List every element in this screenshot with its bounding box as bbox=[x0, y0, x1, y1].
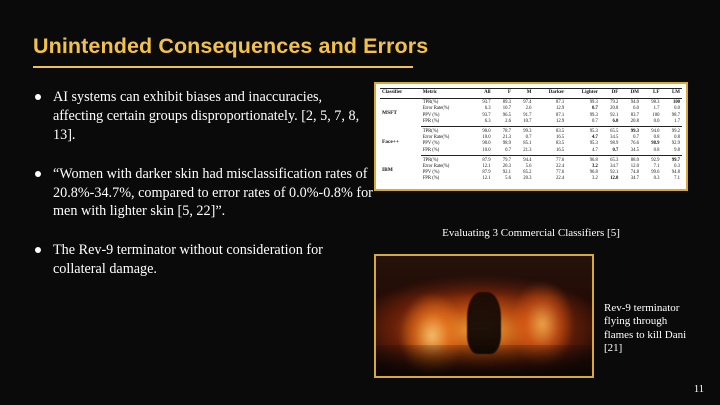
metric-name: TPR(%) bbox=[422, 100, 439, 106]
table-cell: 89.3 bbox=[502, 100, 511, 106]
table-cell: 10.7 bbox=[513, 119, 533, 127]
metric-name: TPR(%) bbox=[422, 157, 439, 163]
table-cell: 99.2 bbox=[671, 128, 680, 134]
table-cell: 22.4 bbox=[556, 163, 565, 169]
table-row bbox=[380, 113, 682, 119]
table-cell: 92.1 bbox=[610, 112, 619, 118]
table-cell: 99.6 bbox=[651, 170, 660, 176]
table-cell: 5.6 bbox=[525, 163, 532, 169]
table-cell: 0.7 bbox=[633, 135, 639, 141]
table-cell: 34.5 bbox=[610, 135, 619, 141]
table-cell: 94.0 bbox=[651, 128, 660, 134]
table-header-row bbox=[380, 89, 682, 99]
table-cell: 87.9 bbox=[482, 170, 491, 176]
table-cell: 4.7 bbox=[592, 135, 598, 141]
table-cell: 94.4 bbox=[523, 157, 532, 163]
classifier-name: Face++ bbox=[382, 138, 399, 145]
table-row bbox=[380, 106, 682, 112]
table-cell: 98.3 bbox=[651, 100, 660, 106]
table-cell: 92.9 bbox=[671, 141, 680, 147]
bullet-text: AI systems can exhibit biases and inaccuracies, affecting certain groups disproportionately. [2, 5, 7, 8, 13]. bbox=[53, 89, 360, 143]
table-cell: 87.1 bbox=[556, 100, 565, 106]
table-cell: 3.2 bbox=[592, 163, 598, 169]
table-cell: 6.0 bbox=[633, 106, 639, 112]
table-col-header: Metric bbox=[421, 89, 472, 99]
table-cell: 77.6 bbox=[556, 170, 565, 176]
table-cell: 90.0 bbox=[482, 128, 491, 134]
table-cell: 93.7 bbox=[482, 112, 491, 118]
table-cell: 0.7 bbox=[566, 119, 600, 127]
table-cell: 12.9 bbox=[533, 119, 566, 127]
table-cell: 98.9 bbox=[651, 141, 660, 147]
table-cell: 20.3 bbox=[523, 176, 532, 182]
table-cell: 83.5 bbox=[556, 128, 565, 134]
table-cell: 90.0 bbox=[482, 141, 491, 147]
table-cell: 98.9 bbox=[502, 141, 511, 147]
bullet-dot-icon bbox=[35, 94, 41, 100]
table-cell: 92.1 bbox=[502, 170, 511, 176]
table-caption: Evaluating 3 Commercial Classifiers [5] bbox=[442, 227, 620, 239]
table-col-header: Lighter bbox=[566, 89, 600, 99]
list-item bbox=[33, 241, 373, 279]
table-row bbox=[380, 156, 682, 164]
table-cell: 99.3 bbox=[523, 128, 532, 134]
page-title: Unintended Consequences and Errors bbox=[33, 34, 429, 58]
bullet-text: “Women with darker skin had misclassification rates of 20.8%-34.7%, compared to error rates of 0.0%-0.8% for men with lighter skin [5, 22]”. bbox=[53, 165, 373, 220]
table-cell: 0.7 bbox=[600, 148, 620, 156]
table-cell: 65.3 bbox=[610, 157, 619, 163]
bullet-text: The Rev-9 terminator without consideration for collateral damage. bbox=[53, 242, 323, 278]
table-col-header: LM bbox=[661, 89, 682, 99]
table-cell: 0.7 bbox=[525, 135, 532, 141]
table-cell: 34.7 bbox=[630, 176, 639, 182]
table-cell: 95.3 bbox=[589, 141, 598, 147]
table-row bbox=[380, 176, 682, 183]
table-cell: 10.7 bbox=[502, 106, 511, 112]
table-cell: 83.7 bbox=[630, 112, 639, 118]
table-cell: 99.7 bbox=[671, 157, 680, 163]
classifier-name: IBM bbox=[382, 166, 393, 173]
title-underline bbox=[33, 66, 413, 68]
metric-name: FPR (%) bbox=[422, 176, 440, 182]
table-cell: 10.0 bbox=[472, 148, 492, 156]
table-cell: 78.7 bbox=[502, 128, 511, 134]
table-cell: 99.3 bbox=[630, 128, 639, 134]
table-cell: 85.1 bbox=[523, 141, 532, 147]
table-cell: 2.6 bbox=[525, 106, 532, 112]
table-cell: 94.0 bbox=[630, 100, 639, 106]
ground-layer bbox=[376, 345, 592, 376]
table-cell: 21.3 bbox=[513, 148, 533, 156]
table-cell: 4.7 bbox=[566, 148, 600, 156]
table-cell: 6.3 bbox=[472, 119, 492, 127]
table-col-header: Classifier bbox=[380, 89, 421, 99]
table-cell: 22.4 bbox=[556, 176, 565, 182]
table-cell: 0.0 bbox=[674, 106, 680, 112]
table-cell: 77.6 bbox=[556, 157, 565, 163]
table-cell: 91.7 bbox=[523, 112, 532, 118]
table-cell: 92.1 bbox=[610, 170, 619, 176]
table-cell: 100 bbox=[672, 100, 680, 106]
table-row bbox=[380, 119, 682, 127]
table-cell: 6.3 bbox=[484, 106, 491, 112]
table-cell: 2.6 bbox=[493, 119, 513, 127]
table-body bbox=[380, 98, 682, 183]
table-cell: 65.5 bbox=[610, 128, 619, 134]
table-cell: 99.3 bbox=[589, 112, 598, 118]
table-cell: 88.0 bbox=[630, 157, 639, 163]
bullet-dot-icon bbox=[35, 247, 41, 253]
table-cell: 94.8 bbox=[671, 170, 680, 176]
page-number: 11 bbox=[693, 384, 704, 395]
table-cell: 0.3 bbox=[674, 163, 680, 169]
table-cell: 7.1 bbox=[674, 176, 680, 182]
table-cell: 20.8 bbox=[610, 106, 619, 112]
table-cell: 93.7 bbox=[482, 100, 491, 106]
table-cell: 20.3 bbox=[502, 163, 511, 169]
table-cell: 1.7 bbox=[661, 119, 682, 127]
table-cell: 34.7 bbox=[610, 163, 619, 169]
table-cell: 79.2 bbox=[610, 100, 619, 106]
table-col-header: Darker bbox=[533, 89, 566, 99]
table-cell: 1.7 bbox=[653, 106, 660, 112]
table-row bbox=[380, 141, 682, 147]
table-cell: 79.7 bbox=[502, 157, 511, 163]
list-item bbox=[33, 165, 373, 222]
table-col-header: LF bbox=[641, 89, 661, 99]
table-cell: 5.6 bbox=[505, 176, 511, 182]
metric-name: PPV (%) bbox=[422, 170, 440, 176]
table-cell: 0.3 bbox=[653, 176, 660, 182]
table-cell: 3.2 bbox=[592, 176, 598, 182]
table-cell: 0.0 bbox=[641, 119, 661, 127]
bullet-dot-icon bbox=[35, 171, 41, 177]
table-cell: 96.8 bbox=[589, 170, 598, 176]
classifier-name: MSFT bbox=[382, 109, 397, 116]
table-cell: 87.9 bbox=[482, 157, 491, 163]
metric-name: Error Rate(%) bbox=[422, 106, 450, 112]
table-cell: 0.7 bbox=[493, 148, 513, 156]
table-cell: 10.0 bbox=[482, 135, 491, 141]
metric-name: TPR(%) bbox=[422, 128, 439, 134]
metric-name: PPV (%) bbox=[422, 141, 440, 147]
metric-name: FPR (%) bbox=[421, 148, 472, 156]
table-row bbox=[380, 98, 682, 106]
table-cell: 7.1 bbox=[653, 163, 660, 169]
table-cell: 87.1 bbox=[556, 112, 565, 118]
table-cell: 96.8 bbox=[589, 157, 598, 163]
table-row bbox=[380, 127, 682, 135]
table-cell: 0.7 bbox=[592, 106, 598, 112]
metric-name: Error Rate(%) bbox=[422, 163, 450, 169]
list-item bbox=[33, 88, 373, 145]
table-cell: 12.1 bbox=[482, 163, 491, 169]
table-cell: 0.8 bbox=[641, 148, 661, 156]
table-col-header: DF bbox=[600, 89, 620, 99]
table-cell: 99.3 bbox=[589, 100, 598, 106]
table-col-header: F bbox=[493, 89, 513, 99]
metric-name: FPR (%) bbox=[421, 119, 472, 127]
table-cell: 9.8 bbox=[661, 148, 682, 156]
bullet-list bbox=[33, 88, 373, 299]
rev9-terminator-image bbox=[374, 254, 594, 378]
table-cell: 96.5 bbox=[502, 112, 511, 118]
smoke-layer bbox=[376, 256, 592, 297]
table-cell: 74.8 bbox=[630, 170, 639, 176]
table-cell: 34.5 bbox=[620, 148, 641, 156]
metric-name: PPV (%) bbox=[422, 112, 440, 118]
table-cell: 12.1 bbox=[482, 176, 491, 182]
table-cell: 0.8 bbox=[674, 135, 680, 141]
table-cell: 16.5 bbox=[556, 135, 565, 141]
table-col-header: DM bbox=[620, 89, 641, 99]
image-caption: Rev-9 terminator flying through flames to kill Dani [21] bbox=[604, 302, 687, 355]
table-cell: 16.5 bbox=[533, 148, 566, 156]
table-cell: 98.9 bbox=[610, 141, 619, 147]
table-cell: 85.2 bbox=[523, 170, 532, 176]
table-cell: 95.3 bbox=[589, 128, 598, 134]
table-cell: 21.3 bbox=[502, 135, 511, 141]
table-cell: 20.8 bbox=[620, 119, 641, 127]
metric-name: Error Rate(%) bbox=[422, 135, 450, 141]
table-cell: 76.6 bbox=[630, 141, 639, 147]
table-cell: 97.4 bbox=[523, 100, 532, 106]
table-cell: 83.5 bbox=[556, 141, 565, 147]
table-cell: 12.0 bbox=[630, 163, 639, 169]
table-cell: 92.9 bbox=[651, 157, 660, 163]
table-cell: 0.8 bbox=[653, 135, 660, 141]
table-row bbox=[380, 148, 682, 156]
classifier-results-table bbox=[374, 82, 688, 191]
table-cell: 6.0 bbox=[600, 119, 620, 127]
table-cell: 12.0 bbox=[610, 176, 619, 182]
table-col-header: M bbox=[513, 89, 533, 99]
table-cell: 98.7 bbox=[671, 112, 680, 118]
table-cell: 100 bbox=[652, 112, 660, 118]
table-col-header: All bbox=[472, 89, 492, 99]
table-cell: 12.9 bbox=[556, 106, 565, 112]
